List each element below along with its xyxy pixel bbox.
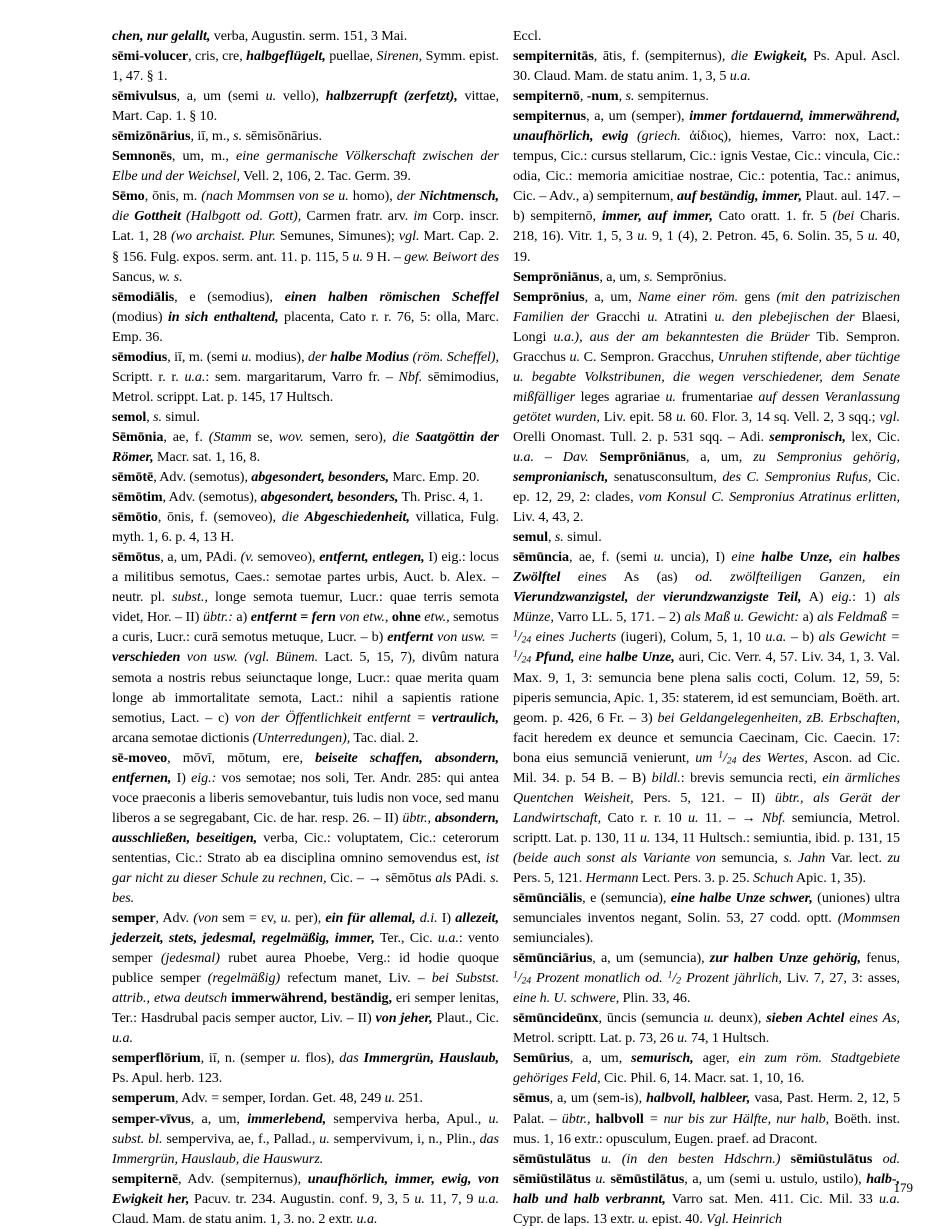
dictionary-entry-semonia: Sēmōnia, ae, f. (Stamm se, wov. semen, sero), die Saatgöttin der Römer, Macr. sat. 1, 16, 8. [112,428,499,465]
dictionary-entry-semul: semul, s. simul. [513,529,602,546]
dictionary-entry-sempronius: Semprōnius, a, um, Name einer röm. gens (mit den patrizischen Familien der Gracchi u. Atratini u. den plebejischen der Blaesi, Longi u.a.), aus der am bekanntesten die Brüder Tib. Sempron. Gracchus u. C. Sempron. Gracchus, Unruhen stiftende, aber tüchtige u. begabte Volkstribunen, die wegen verschiedener, dem Senate mißfälliger leges agrariae u. frumentariae auf dessen Veranlassung getötet wurden, Liv. epit. 58 u. 60. Flor. 3, 14 sq. Vell. 2, 3 sqq.; vgl. Orelli Onomast. Tull. 2. p. 531 sqq. – Adi. sempronisch, lex, Cic. u.a. – Dav. Semprōniānus, a, um, zu Sempronius gehörig, sempronianisch, senatusconsultum, des C. Sempronius Rufus, Cic. ep. 12, 29, 2: clades, vom Konsul C. Sempronius Atratinus erlitten, Liv. 4, 43, 2. [513,288,901,526]
two-column-layout [18,26,917,1229]
dictionary-entry-semunciarius: sēmūnciārius, a, um (semuncia), zur halben Unze gehörig, fenus, $^1/_{24}$ Prozent monatlich od. $^1/_2$ Prozent jährlich, Liv. 7, 27, 3: asses, eine h. U. schwere, Plin. 33, 46. [513,950,900,1007]
dictionary-entry-semperflorium: semperflōrium, iī, n. (semper u. flos), das Immergrün, Hauslaub, Ps. Apul. herb. 123. [112,1050,499,1087]
left-column [112,26,499,1229]
dictionary-entry-semper: semper, Adv. (von sem = εv, u. per), ein für allemal, d.i. I) allezeit, jederzeit, stets, jedesmal, regelmäßig, immer, Ter., Cic. u.a.: vento semper (jedesmal) rubet aurea Phoebe, Verg.: id hodie quoque publice semper (regelmäßig) refectum manet, Liv. – bei Substst. attrib., etwa deutsch immerwährend, beständig, eri semper lenitas, Ter.: Hasdrubal pacis semper auctor, Liv. – II) von jeher, Plaut., Cic. u.a. [112,910,500,1047]
dictionary-entry-catchword-chen: chen, nur gelallt, verba, Augustin. serm. 151, 3 Mai. [112,28,408,44]
dictionary-entry-sempiternus: sempiternus, a, um (semper), immer fortdauernd, immerwährend, unaufhörlich, ewig (griech. ἀίδιος), hiemes, Varro: nox, Lact.: tempus, Cic.: cursus stellarum, Cic.: ignis Vestae, Cic.: vincula, Cic.: odia, Cic.: memoria amicitiae nostrae, Cic.: potentia, Tac.: animus, Cic. – Adv., a) sempiternum, auf beständig, immer, Plaut. aul. 147. – b) sempiternō, immer, auf immer, Cato oratt. 1. fr. 5 (bei Charis. 218, 16). Vitr. 1, 5, 3 u. 9, 1 (4), 2. Petron. 45, 6. Solin. 35, 5 u. 40, 19. [513,108,901,265]
dictionary-entry-semote: sēmōtē, Adv. (semotus), abgesondert, besonders, Marc. Emp. 20. [112,469,480,486]
dictionary-entry-semurius: Semūrius, a, um, semurisch, ager, ein zum röm. Stadtgebiete gehöriges Feld, Cic. Phil. 6, 14. Macr. sat. 1, 10, 16. [513,1050,900,1087]
dictionary-entry-sempiterne: sempiternē, Adv. (sempiternus), unaufhörlich, immer, ewig, von Ewigkeit her, Pacuv. tr. 234. Augustin. conf. 9, 3, 5 u. 11, 7, 9 u.a. Claud. Mam. de statu anim. 1, 3. no. 2 extr. u.a. [112,1170,499,1227]
dictionary-entry-semuncideunx: sēmūncideūnx, ūncis (semuncia u. deunx), sieben Achtel eines As, Metrol. scriptt. Lat. p. 73, 26 u. 74, 1 Hultsch. [513,1010,901,1047]
dictionary-entry-semi-volucer: sēmi-volucer, cris, cre, halbgeflügelt, puellae, Sirenen, Symm. epist. 1, 47. § 1. [112,48,500,85]
dictionary-entry-semotus: sēmōtus, a, um, PAdi. (v. semoveo), entfernt, entlegen, I) eig.: locus a militibus semotus, Caes.: semotae partes urbis, Auct. b. Alex. – neutr. pl. subst., longe semota tuemur, Lucr.: quae terris semota videt, Hor. – II) übtr.: a) entfernt = fern von etw., ohne etw., semotus a curis, Lucr.: curā semotus metuque, Lucr. – b) entfernt von usw. = verschieden von usw. (vgl. Bünem. Lact. 5, 15, 7), divûm natura semota a nostris rebus seiunctaque longe, Lucr.: quae merita quam longe ab immortalitate semota, Lact.: nihil a sapientis ratione semotius, Lact. – c) von der Öffentlichkeit entfernt = vertraulich, arcana semotae dictionis (Unterredungen), Tac. dial. 2. [112,549,499,746]
dictionary-entry-sempiternitas: sempiternitās, ātis, f. (sempiternus), die Ewigkeit, Ps. Apul. Ascl. 30. Claud. Mam. de statu anim. 1, 3, 5 u.a. [513,48,900,85]
dictionary-entry-semus: sēmus, a, um (sem-is), halbvoll, halbleer, vasa, Past. Herm. 2, 12, 5 Palat. – übtr., halbvoll = nur bis zur Hälfte, nur halb, Boëth. inst. mus. 1, 16 extr.: opusculum, Eugen. praef. ad Dracont. [513,1090,901,1147]
dictionary-entry-semol: semol, s. simul. [112,408,200,425]
dictionary-entry-semuncialis: sēmūnciālis, e (semuncia), eine halbe Unze schwer, (uniones) ultra semunciales inventos negant, Solin. 53, 27 codd. optt. (Mommsen semiunciales). [513,890,900,947]
dictionary-entry-semodius: sēmodius, iī, m. (semi u. modius), der halbe Modius (röm. Scheffel), Scriptt. r. r. u.a.: sem. margaritarum, Varro fr. – Nbf. sēmimodius, Metrol. scrippt. Lat. p. 145, 17 Hultsch. [112,348,500,405]
dictionary-entry-semustulatus: sēmūstulātus u. (in den besten Hdschrn.) sēmiūstulātus od. sēmiūstilātus u. sēmūstilātus, a, um (semi u. ustulo, ustilo), halb-, halb und halb verbrannt, Varro sat. Men. 411. Cic. Mil. 33 u.a. Cypr. de laps. 13 extr. u. epist. 40. Vgl. Heinrich [513,1150,901,1227]
dictionary-entry-semper-vivus: semper-vīvus, a, um, immerlebend, semperviva herba, Apul., u. subst. bl. semperviva, ae, f., Pallad., u. sempervivum, i, n., Plin., das Immergrün, Hauslaub, die Hauswurz. [112,1110,500,1167]
dictionary-entry-semotim: sēmōtim, Adv. (semotus), abgesondert, besonders, Th. Prisc. 4, 1. [112,489,483,506]
dictionary-entry-se-moveo: sē-moveo, mōvī, mōtum, ere, beiseite schaffen, absondern, entfernen, I) eig.: vos semotae; nos soli, Ter. Andr. 285: qui antea voce praeconis a liberis semovebantur, tuis ludis non voce, sed manu liberos a se segregabant, Cic. de har. resp. 26. – II) übtr., absondern, ausschließen, beseitigen, verba, Cic.: voluptatem, Cic.: ceterorum sententias, Cic.: Strato ab ea disciplina omnino semovendus est, ist gar nicht zu dieser Schule zu rechnen, Cic. – → sēmōtus als PAdi. s. bes. [112,749,500,907]
page-number: 179 [893,1180,913,1195]
dictionary-entry-semotio: sēmōtio, ōnis, f. (semoveo), die Abgeschiedenheit, villatica, Fulg. myth. 1, 6. p. 4, 13 H. [112,509,499,546]
dictionary-entry-semodialis: sēmodiālis, e (semodius), einen halben römischen Scheffel (modius) in sich enthaltend, placenta, Cato r. r. 76, 5: olla, Marc. Emp. 36. [112,288,499,345]
dictionary-entry-semo: Sēmo, ōnis, m. (nach Mommsen von se u. homo), der Nichtmensch, die Gottheit (Halbgott od. Gott), Carmen fratr. arv. im Corp. inscr. Lat. 1, 28 (wo archaist. Plur. Semunes, Simunes); vgl. Mart. Cap. 2. § 156. Fulg. expos. serm. ant. 11. p. 115, 5 u. 9 H. – gew. Beiwort des Sancus, w. s. [112,188,500,285]
right-column [513,26,900,1229]
dictionary-entry-semizonarius: sēmizōnārius, iī, m., s. sēmisōnārius. [112,128,322,145]
dictionary-entry-semnones: Semnonēs, um, m., eine germanische Völkerschaft zwischen der Elbe und der Weichsel, Vell. 2, 106, 2. Tac. Germ. 39. [112,148,499,185]
dictionary-entry-sempronianus-xref: Semprōniānus, a, um, s. Semprōnius. [513,268,727,285]
dictionary-entry-sempiterno: sempiternō, -num, s. sempiternus. [513,88,709,105]
dictionary-entry-ecclesia-continuation: Eccl. [513,28,542,44]
dictionary-entry-semuncia: sēmūncia, ae, f. (semi u. uncia), I) eine halbe Unze, ein halbes Zwölftel eines As (as) od. zwölfteiligen Ganzen, ein Vierundzwanzigstel, der vierundzwanzigste Teil, A) eig.: 1) als Münze, Varro LL. 5, 171. – 2) als Maß u. Gewicht: a) als Feldmaß = $^1/_{24}$ eines Jucherts (iugeri), Colum, 5, 1, 10 u.a. – b) als Gewicht = $^1/_{24}$ Pfund, eine halbe Unze, auri, Cic. Verr. 4, 57. Liv. 34, 1, 3. Val. Max. 9, 1, 3: semuncia bene plena salis cocti, Colum. 12, 59, 5: piperis semuncia, Apic. 1, 35: staterem, id est semunciam, Boëth. art. geom. p. 426, 6 Fr. – 3) bei Geldangelegenheiten, zB. Erbschaften, facit heredem ex deunce et semuncia Caecinam, Cic. Caecin. 17: bona eius semunciā venierunt, um $^1/_{24}$ des Wertes, Ascon. ad Cic. Mil. 34. p. 54 B. – B) bildl.: brevis semuncia recti, ein ärmliches Quentchen Weisheit, Pers. 5, 121. – II) übtr., als Gerät der Landwirtschaft, Cato r. r. 10 u. 11. – → Nbf. semiuncia, Metrol. scriptt. Lat. p. 130, 11 u. 134, 11 Hultsch.: semiuntia, ibid. p. 131, 15 (beide auch sonst als Variante von semuncia, s. Jahn Var. lect. zu Pers. 5, 121. Hermann Lect. Pers. 3. p. 25. Schuch Apic. 1, 35). [513,549,901,886]
dictionary-entry-semivulsus: sēmivulsus, a, um (semi u. vello), halbzerrupft (zerfetzt), vittae, Mart. Cap. 1. § 10. [112,88,499,125]
dictionary-entry-semperum: semperum, Adv. = semper, Iordan. Get. 48, 249 u. 251. [112,1090,423,1107]
